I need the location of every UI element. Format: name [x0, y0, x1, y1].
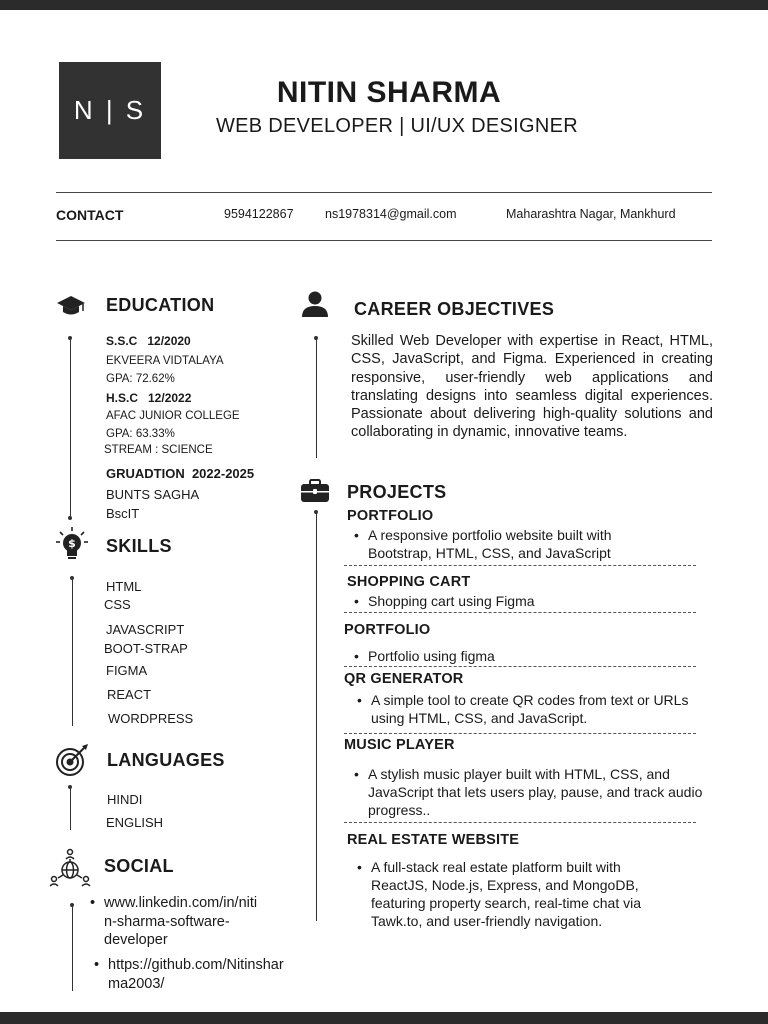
skill-item: REACT — [107, 687, 152, 702]
github-line: https://github.com/Nitinshar — [108, 957, 284, 973]
objective-title: CAREER OBJECTIVES — [354, 299, 555, 319]
timeline-dot — [70, 903, 74, 907]
skill-item: HTML — [106, 579, 142, 594]
ssc-school: EKVEERA VIDTALAYA — [106, 355, 224, 367]
timeline-line — [70, 787, 71, 830]
timeline-line — [316, 512, 317, 921]
language-item: ENGLISH — [106, 815, 164, 830]
svg-text:$: $ — [68, 537, 76, 550]
bullet: • — [94, 957, 100, 973]
skill-item: BOOT-STRAP — [104, 641, 188, 656]
grad-degree: BscIT — [106, 506, 140, 521]
timeline-dot — [314, 510, 318, 514]
language-item: HINDI — [107, 792, 143, 807]
contact-email: ns1978314@gmail.com — [325, 207, 457, 221]
contact-address: Maharashtra Nagar, Mankhurd — [506, 207, 676, 221]
graduation-cap-icon — [56, 294, 86, 318]
hsc-school: AFAC JUNIOR COLLEGE — [106, 410, 240, 422]
project-title: QR GENERATOR — [344, 671, 464, 687]
timeline-line — [72, 905, 73, 991]
grad-title: GRUADTION 2022-2025 — [106, 466, 255, 481]
project-desc — [354, 526, 668, 562]
project-title: PORTFOLIO — [344, 622, 431, 638]
timeline-dot — [70, 576, 74, 580]
social-title: SOCIAL — [104, 856, 174, 876]
bullet: • — [354, 766, 359, 782]
projects-title: PROJECTS — [347, 482, 447, 502]
project-title: REAL ESTATE WEBSITE — [347, 832, 520, 848]
ssc-gpa: GPA: 72.62% — [106, 373, 175, 385]
contact-label: CONTACT — [56, 207, 124, 223]
monogram-text: N | S — [73, 95, 147, 125]
project-title: MUSIC PLAYER — [344, 737, 455, 753]
hsc-stream: STREAM : SCIENCE — [104, 444, 213, 456]
linkedin-line: n-sharma-software- — [104, 913, 230, 930]
project-desc-text: A stylish music player built with HTML, CSS, and JavaScript that lets users play, pause, and track audio progress.. — [368, 766, 703, 818]
timeline-line — [316, 338, 317, 458]
languages-title: LANGUAGES — [107, 750, 225, 770]
ssc-title: S.S.C 12/2020 — [106, 334, 191, 348]
skill-item: WORDPRESS — [108, 711, 194, 726]
contact-phone: 9594122867 — [224, 207, 294, 221]
linkedin-link[interactable] — [90, 894, 258, 950]
timeline-line — [72, 578, 73, 726]
project-desc — [354, 647, 668, 665]
hsc-gpa: GPA: 63.33% — [106, 428, 175, 440]
project-desc-text: A full-stack real estate platform built with ReactJS, Node.js, Express, and MongoDB, featuring property search, real-time chat via Tawk.to, and user-friendly navigation. — [371, 859, 642, 929]
skill-item: JAVASCRIPT — [106, 622, 185, 637]
divider — [56, 192, 712, 193]
timeline-dot — [68, 785, 72, 789]
bullet: • — [90, 895, 96, 911]
project-title: SHOPPING CART — [347, 574, 471, 590]
linkedin-line: developer — [104, 932, 168, 948]
bullet: • — [354, 527, 359, 543]
linkedin-line: www.linkedin.com/in/niti — [104, 895, 258, 911]
top-bar — [0, 0, 768, 10]
skill-item: FIGMA — [106, 663, 148, 678]
github-line: ma2003/ — [108, 975, 165, 992]
lightbulb-dollar-icon — [56, 526, 88, 562]
divider-dashed — [344, 565, 696, 566]
hsc-title: H.S.C 12/2022 — [106, 391, 192, 405]
skill-item: CSS — [104, 597, 131, 612]
project-desc — [357, 691, 701, 727]
bullet: • — [354, 648, 359, 664]
divider-dashed — [344, 612, 696, 613]
project-desc-text: A simple tool to create QR codes from text or URLs using HTML, CSS, and JavaScript. — [371, 692, 689, 726]
resume-role: WEB DEVELOPER | UI/UX DESIGNER — [215, 115, 579, 137]
project-desc — [354, 765, 703, 819]
divider-dashed — [344, 666, 696, 667]
skills-title: SKILLS — [106, 536, 172, 556]
briefcase-icon — [300, 479, 330, 503]
bullet: • — [354, 593, 359, 609]
project-desc — [354, 592, 668, 610]
timeline-line — [70, 338, 71, 518]
timeline-dot — [68, 516, 72, 520]
divider-dashed — [344, 822, 696, 823]
project-desc — [357, 858, 676, 930]
resume-name: NITIN SHARMA — [276, 76, 502, 109]
timeline-dot — [314, 336, 318, 340]
education-title: EDUCATION — [106, 295, 215, 315]
monogram-logo — [59, 62, 161, 159]
bottom-bar — [0, 1012, 768, 1024]
bullet: • — [357, 692, 362, 708]
project-desc-text: A responsive portfolio website built with Bootstrap, HTML, CSS, and JavaScript — [368, 527, 612, 561]
network-people-icon — [49, 848, 91, 888]
person-icon — [301, 290, 329, 318]
divider-dashed — [344, 733, 696, 734]
bullet: • — [357, 859, 362, 875]
timeline-dot — [68, 336, 72, 340]
project-desc-text: Shopping cart using Figma — [368, 593, 535, 609]
project-title: PORTFOLIO — [347, 508, 434, 524]
project-desc-text: Portfolio using figma — [368, 648, 495, 664]
target-dart-icon — [54, 744, 90, 778]
objective-text: Skilled Web Developer with expertise in React, HTML, CSS, JavaScript, and Figma. Experienced in creating responsive, user-friendly web applications and translating designs into seamless digital experiences. Passionate about delivering high-quality solutions and collaborating in dynamic, innovative teams. — [351, 333, 713, 441]
divider — [56, 240, 712, 241]
github-link[interactable] — [94, 956, 284, 993]
grad-school: BUNTS SAGHA — [106, 487, 200, 502]
